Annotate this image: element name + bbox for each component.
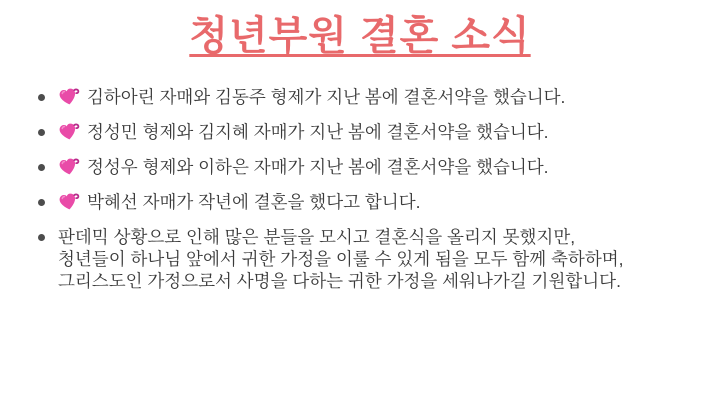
paragraph-line: 청년들이 하나님 앞에서 귀한 가정을 이룰 수 있게 됨을 모두 함께 축하하며, [58,249,624,269]
list-item-text: 정성우 형제와 이하은 자매가 지난 봄에 결혼서약을 했습니다. [87,157,549,177]
pink-heart-icon [58,87,80,107]
marriage-news-list [0,86,720,292]
list-item-text: 정성민 형제와 김지혜 자매가 지난 봄에 결혼서약을 했습니다. [87,122,549,142]
paragraph-line: 판데믹 상황으로 인해 많은 분들을 모시고 결혼식을 올리지 못했지만, [58,227,576,247]
list-item-text: 박혜선 자매가 작년에 결혼을 했다고 합니다. [87,192,421,212]
list-item [0,156,720,179]
list-item-paragraph [0,226,720,292]
pink-heart-icon [58,122,80,142]
pink-heart-icon [58,192,80,212]
list-item [0,121,720,144]
bullet-dot-icon [38,164,45,171]
bullet-dot-icon [38,234,45,241]
list-item-text: 김하아린 자매와 김동주 형제가 지난 봄에 결혼서약을 했습니다. [87,87,566,107]
list-item [0,191,720,214]
list-item [0,86,720,109]
bullet-dot-icon [38,129,45,136]
bullet-dot-icon [38,199,45,206]
paragraph-line: 그리스도인 가정으로서 사명을 다하는 귀한 가정을 세워나가길 기원합니다. [58,271,621,291]
pink-heart-icon [58,157,80,177]
bullet-dot-icon [38,94,45,101]
closing-paragraph [58,226,624,292]
slide-title: 청년부원 결혼 소식 [189,14,531,58]
